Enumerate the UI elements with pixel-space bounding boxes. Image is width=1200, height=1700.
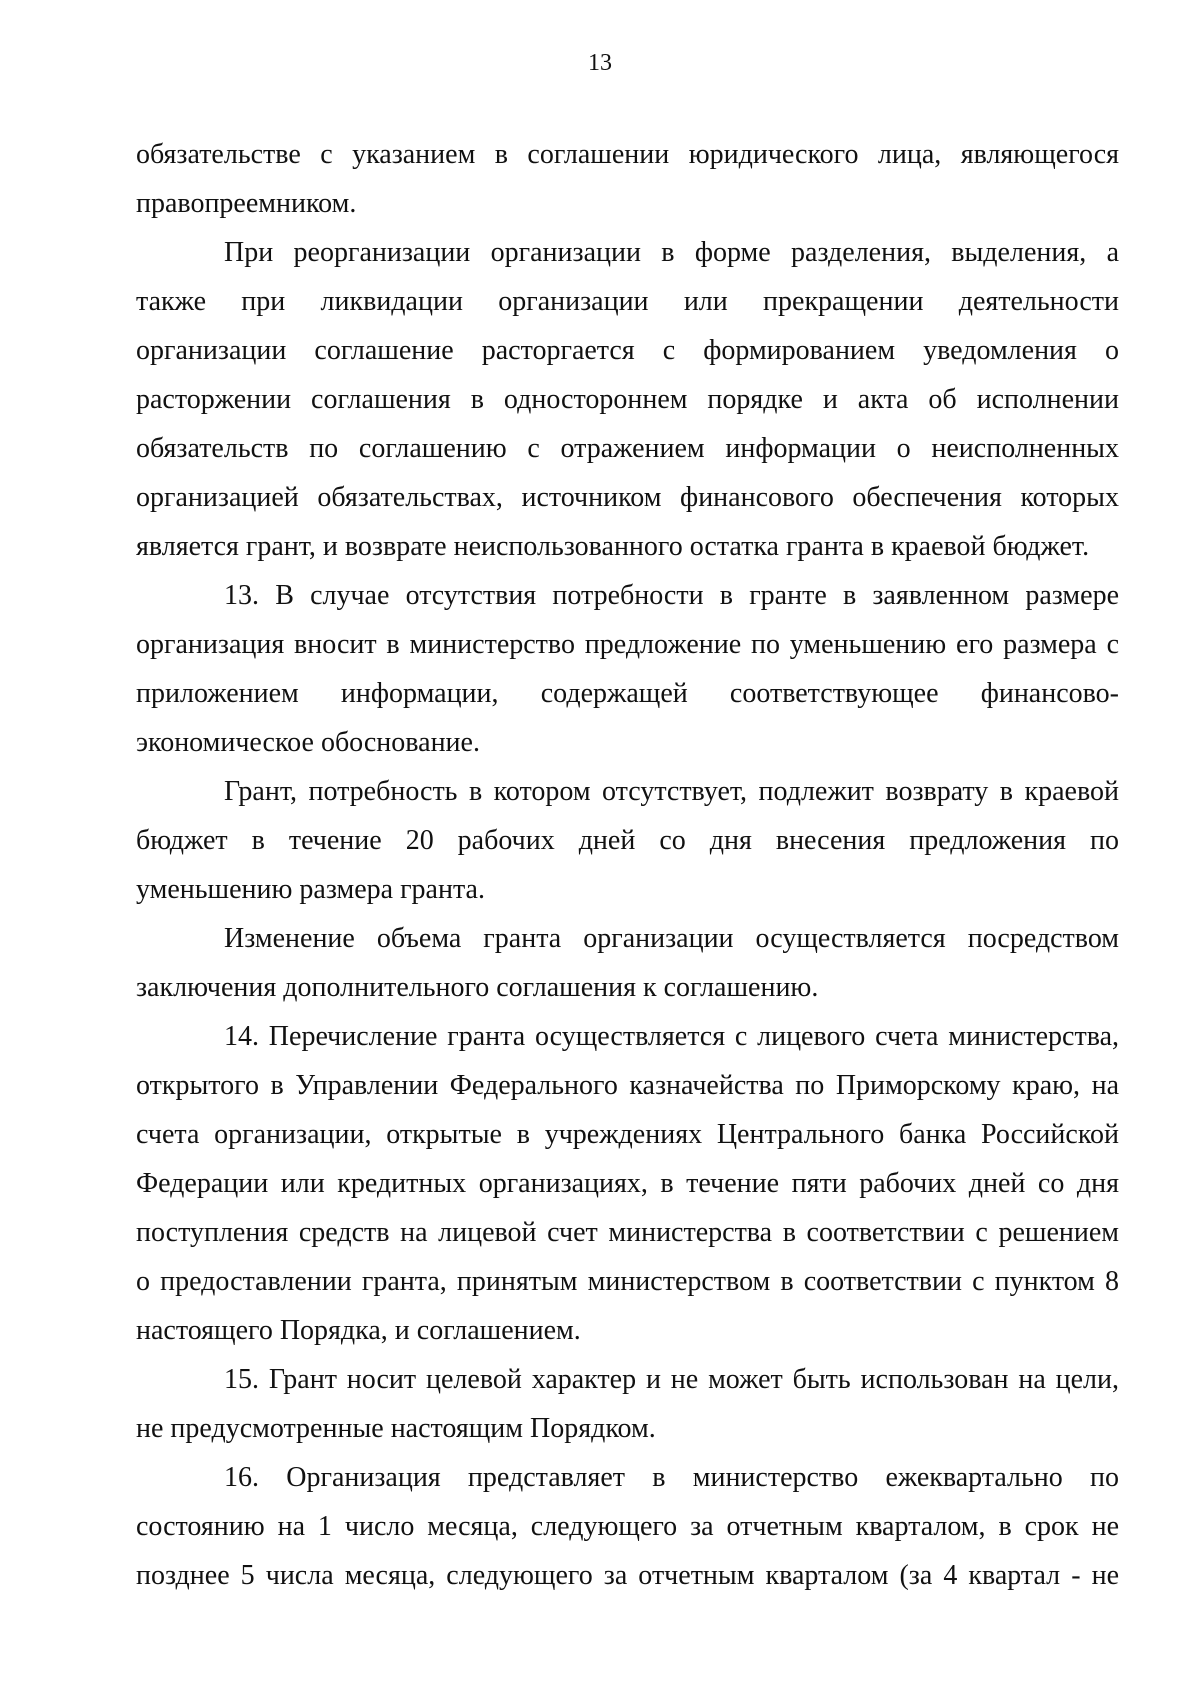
text-line: также при ликвидации организации или прекращении деятельности [136,286,1119,317]
text-line: заключения дополнительного соглашения к соглашению. [136,972,819,1003]
paragraph-grant-change [136,914,1119,1012]
text-line: позднее 5 числа месяца, следующего за отчетным кварталом (за 4 квартал - не [136,1560,1119,1591]
text-line: 14. Перечисление гранта осуществляется с лицевого счета министерства, [224,1021,1119,1052]
text-line: бюджет в течение 20 рабочих дней со дня внесения предложения по [136,825,1119,856]
text-line: является грант, и возврате неиспользованного остатка гранта в краевой бюджет. [136,531,1090,562]
document-body [136,130,1119,1600]
paragraph-item-16 [136,1453,1119,1600]
text-line: настоящего Порядка, и соглашением. [136,1315,581,1346]
text-line: организации соглашение расторгается с формированием уведомления о [136,335,1119,366]
text-line: 15. Грант носит целевой характер и не может быть использован на цели, [224,1364,1119,1395]
text-line: Изменение объема гранта организации осуществляется посредством [224,923,1119,954]
text-line: поступления средств на лицевой счет министерства в соответствии с решением [136,1217,1119,1248]
paragraph-item-15 [136,1355,1119,1453]
paragraph-continuation [136,130,1119,228]
text-line: расторжении соглашения в одностороннем порядке и акта об исполнении [136,384,1119,415]
text-line: обязательстве с указанием в соглашении юридического лица, являющегося [136,139,1119,170]
text-line: При реорганизации организации в форме разделения, выделения, а [224,237,1119,268]
text-line: правопреемником. [136,188,357,219]
text-line: состоянию на 1 число месяца, следующего за отчетным кварталом, в срок не [136,1511,1119,1542]
paragraph-reorganization [136,228,1119,571]
text-line: уменьшению размера гранта. [136,874,485,905]
paragraph-grant-return [136,767,1119,914]
text-line: Грант, потребность в котором отсутствует, подлежит возврату в краевой [224,776,1119,807]
text-line: счета организации, открытые в учреждениях Центрального банка Российской [136,1119,1119,1150]
text-line: о предоставлении гранта, принятым министерством в соответствии с пунктом 8 [136,1266,1119,1297]
text-line: не предусмотренные настоящим Порядком. [136,1413,656,1444]
text-line: открытого в Управлении Федерального казначейства по Приморскому краю, на [136,1070,1119,1101]
text-line: 13. В случае отсутствия потребности в гранте в заявленном размере [224,580,1119,611]
text-line: обязательств по соглашению с отражением информации о неисполненных [136,433,1119,464]
text-line: экономическое обоснование. [136,727,480,758]
text-line: Федерации или кредитных организациях, в течение пяти рабочих дней со дня [136,1168,1119,1199]
text-line: 16. Организация представляет в министерство ежеквартально по [224,1462,1119,1493]
text-line: организацией обязательствах, источником финансового обеспечения которых [136,482,1119,513]
text-line: приложением информации, содержащей соответствующее финансово- [136,678,1119,709]
paragraph-item-14 [136,1012,1119,1355]
text-line: организация вносит в министерство предложение по уменьшению его размера с [136,629,1119,660]
paragraph-item-13 [136,571,1119,767]
page-number: 13 [588,50,612,76]
